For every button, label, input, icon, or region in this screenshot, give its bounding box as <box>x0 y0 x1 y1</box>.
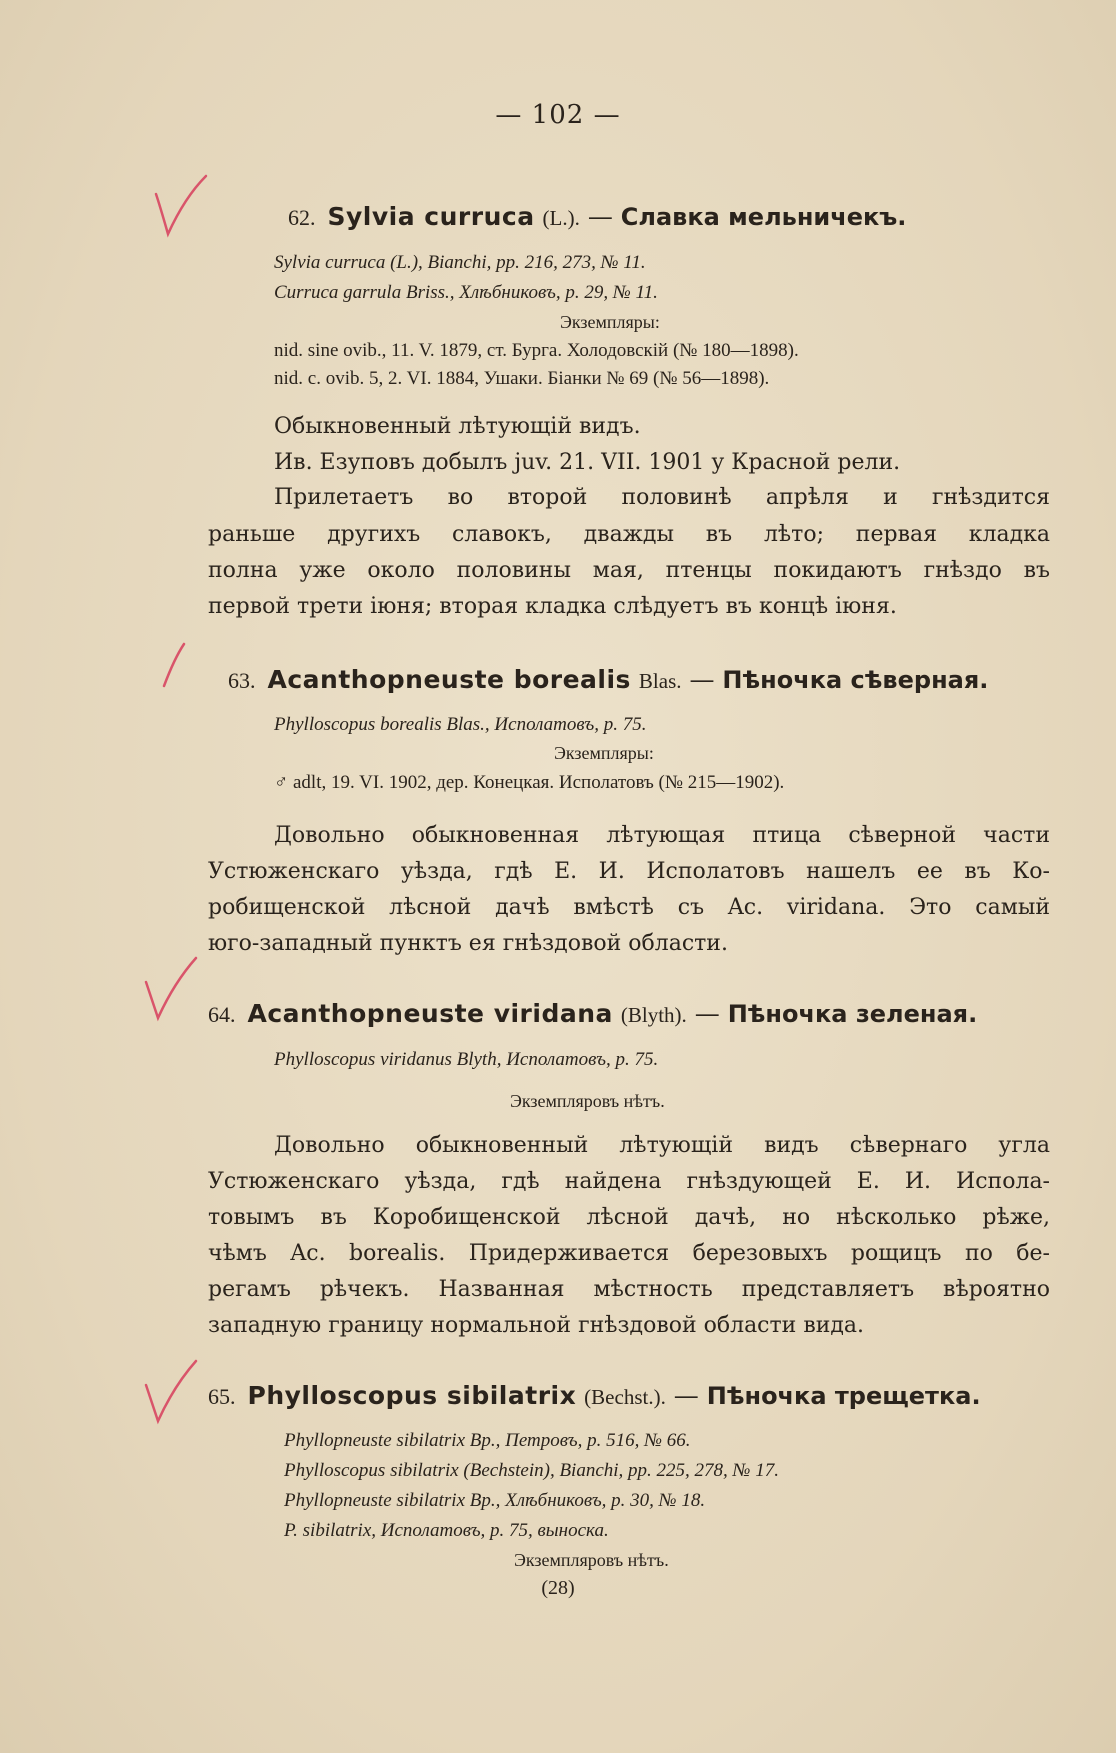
entry-title <box>208 999 977 1028</box>
paragraph-line: Устюженскаго уѣзда, гдѣ найдена гнѣздующей Е. И. Испола- <box>208 1169 1050 1194</box>
entry-title <box>228 665 988 694</box>
reference-line: Phylloscopus borealis Blas., Исполатовъ, p. 75. <box>274 714 647 735</box>
entry-title <box>288 202 906 231</box>
paragraph-line: западную границу нормальной гнѣздовой области вида. <box>208 1313 865 1338</box>
reference-line: Phylloscopus viridanus Blyth, Исполатовъ, p. 75. <box>274 1049 659 1070</box>
latin-name: Acanthopneuste viridana <box>247 999 613 1028</box>
russian-name: Пѣночка зеленая. <box>727 1000 978 1028</box>
reference-line: P. sibilatrix, Исполатовъ, p. 75, выноска. <box>284 1520 609 1541</box>
latin-name: Phylloscopus sibilatrix <box>247 1381 577 1410</box>
red-check-mark-icon <box>150 172 210 242</box>
page-number: — 102 — <box>495 100 621 130</box>
red-check-mark-icon <box>140 1355 200 1425</box>
red-check-mark-icon <box>160 640 190 692</box>
paragraph-line: чѣмъ Ac. borealis. Придерживается березовыхъ рощицъ по бе- <box>208 1241 1050 1266</box>
specimens-label: Экземпляровъ нѣтъ. <box>514 1550 669 1570</box>
paragraph-line: Ив. Езуповъ добылъ juv. 21. VII. 1901 у Красной рели. <box>274 450 901 475</box>
paragraph-line: первой трети іюня; вторая кладка слѣдуетъ въ концѣ іюня. <box>208 594 897 619</box>
entry-number: 62. <box>288 205 316 230</box>
russian-name: Пѣночка трещетка. <box>706 1382 981 1410</box>
author: (L.). <box>542 206 580 230</box>
paragraph-line: Прилетаетъ во второй половинѣ апрѣля и гнѣздится <box>274 485 1050 510</box>
reference-line: Sylvia curruca (L.), Bianchi, pp. 216, 273, № 11. <box>274 252 646 273</box>
entry-title <box>208 1381 981 1410</box>
entry-number: 64. <box>208 1002 236 1027</box>
entry-number: 63. <box>228 668 256 693</box>
paragraph-line: регамъ рѣчекъ. Названная мѣстность представляетъ вѣроятно <box>208 1277 1050 1302</box>
specimen-line: nid. sine ovib., 11. V. 1879, ст. Бурга. Холодовскій (№ 180—1898). <box>274 340 799 361</box>
paragraph-line: Довольно обыкновенная лѣтующая птица сѣверной части <box>274 823 1050 848</box>
reference-line: Phylloscopus sibilatrix (Bechstein), Bianchi, pp. 225, 278, № 17. <box>284 1460 779 1481</box>
specimens-label: Экземпляры: <box>560 312 660 332</box>
paragraph-line: товымъ въ Коробищенской лѣсной дачѣ, но нѣсколько рѣже, <box>208 1205 1050 1230</box>
reference-line: Phyllopneuste sibilatrix Bp., Хлѣбниковъ, p. 30, № 18. <box>284 1490 706 1511</box>
paragraph-line: Довольно обыкновенный лѣтующій видъ сѣвернаго угла <box>274 1133 1050 1158</box>
specimen-line: nid. c. ovib. 5, 2. VI. 1884, Ушаки. Біанки № 69 (№ 56—1898). <box>274 368 770 389</box>
paragraph-line: полна уже около половины мая, птенцы покидаютъ гнѣздо въ <box>208 558 1050 583</box>
reference-line: Phyllopneuste sibilatrix Bp., Петровъ, p. 516, № 66. <box>284 1430 691 1451</box>
specimen-line: ♂ adlt, 19. VI. 1902, дер. Конецкая. Исполатовъ (№ 215—1902). <box>274 772 785 793</box>
paragraph-line: Обыкновенный лѣтующій видъ. <box>274 414 641 439</box>
russian-name: Славка мельничекъ. <box>620 203 907 231</box>
dash: — <box>694 999 720 1028</box>
latin-name: Sylvia curruca <box>327 202 535 231</box>
author: Blas. <box>638 669 682 693</box>
dash: — <box>673 1381 699 1410</box>
entry-number: 65. <box>208 1384 236 1409</box>
author: (Bechst.). <box>584 1385 666 1409</box>
specimens-label: Экземпляровъ нѣтъ. <box>510 1091 665 1111</box>
paragraph-line: робищенской лѣсной дачѣ вмѣстѣ съ Ac. viridana. Это самый <box>208 895 1050 920</box>
dash: — <box>689 665 715 694</box>
reference-line: Curruca garrula Briss., Хлѣбниковъ, p. 29, № 11. <box>274 282 658 303</box>
specimens-label: Экземпляры: <box>554 743 654 763</box>
paragraph-line: юго-западный пунктъ ея гнѣздовой области. <box>208 931 728 956</box>
red-check-mark-icon <box>140 952 200 1022</box>
paragraph-line: раньше другихъ славокъ, дважды въ лѣто; первая кладка <box>208 522 1050 547</box>
latin-name: Acanthopneuste borealis <box>267 665 631 694</box>
russian-name: Пѣночка сѣверная. <box>722 666 989 694</box>
dash: — <box>587 202 613 231</box>
footer-signature: (28) <box>541 1577 575 1599</box>
paragraph-line: Устюженскаго уѣзда, гдѣ Е. И. Исполатовъ нашелъ ее въ Ко- <box>208 859 1050 884</box>
author: (Blyth). <box>620 1003 687 1027</box>
